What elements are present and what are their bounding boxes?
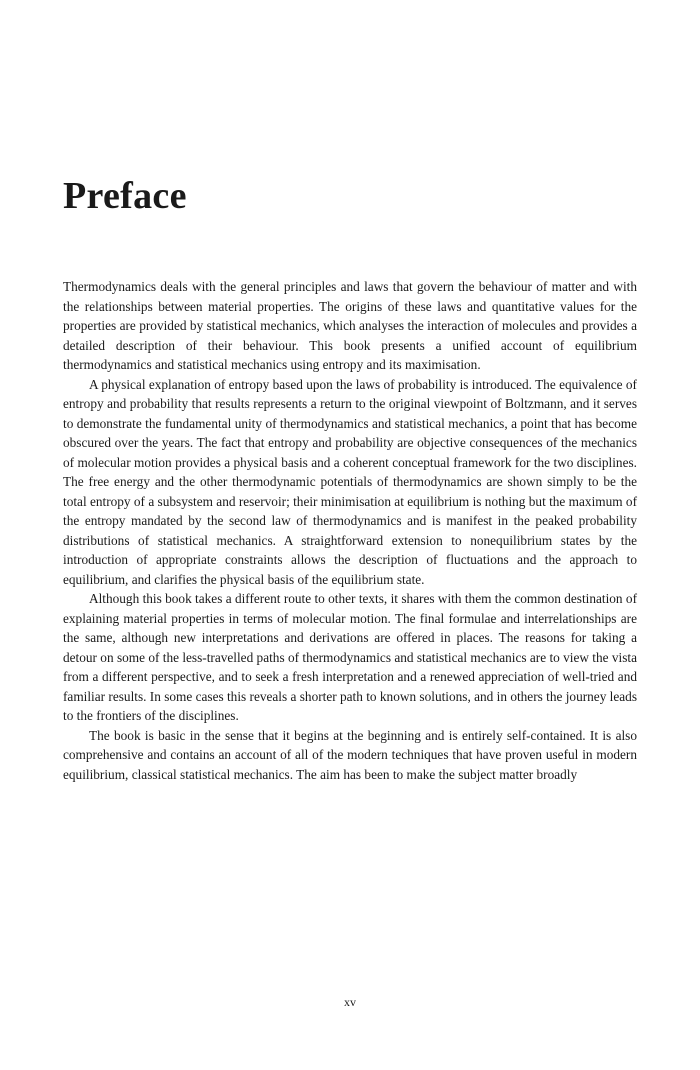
chapter-title: Preface bbox=[63, 175, 187, 217]
paragraph-3: Although this book takes a different route to other texts, it shares with them the common destination of explaining material properties in terms of molecular motion. The final formulae and interrelationships are the same, although new interpretations and derivations are offered in places. The reasons for taking a detour on some of the less-travelled paths of thermodynamics and statistical mechanics are to view the vista from a different perspective, and to seek a fresh interpretation and a renewed appreciation of well-tried and familiar results. In some cases this reveals a shorter path to known solutions, and in others the journey leads to the frontiers of the disciplines. bbox=[63, 591, 637, 723]
paragraph-1: Thermodynamics deals with the general principles and laws that govern the behaviour of matter and with the relationships between material properties. The origins of these laws and quantitative values for the properties are provided by statistical mechanics, which analyses the interaction of molecules and provides a detailed description of their behaviour. This book presents a unified account of equilibrium thermodynamics and statistical mechanics using entropy and its maximisation. bbox=[63, 279, 637, 372]
book-page bbox=[63, 0, 637, 1070]
paragraph-4: The book is basic in the sense that it begins at the beginning and is entirely self-contained. It is also comprehensive and contains an account of all of the modern techniques that have proven useful in modern equilibrium, classical statistical mechanics. The aim has been to make the subject matter broadly bbox=[63, 727, 637, 782]
paragraph-2: A physical explanation of entropy based upon the laws of probability is introduced. The equivalence of entropy and probability that results represents a return to the original viewpoint of Boltzmann, and it serves to demonstrate the fundamental unity of thermodynamics and statistical mechanics, a point that has become obscured over the years. The fact that entropy and probability are objective consequences of the mechanics of molecular motion provides a physical basis and a coherent conceptual framework for the two disciplines. The free energy and the other thermodynamic potentials of thermodynamics are shown simply to be the total entropy of a subsystem and reservoir; their minimisation at equilibrium is nothing but the maximum of the entropy mandated by the second law of thermodynamics and is manifest in the peaked probability distributions of statistical mechanics. A straightforward extension to nonequilibrium states by the introduction of appropriate constraints allows the description of fluctuations and the approach to equilibrium, and clarifies the physical basis of the equilibrium state. bbox=[63, 376, 637, 587]
page-number: xv bbox=[344, 995, 356, 1009]
preface-body bbox=[63, 277, 637, 784]
